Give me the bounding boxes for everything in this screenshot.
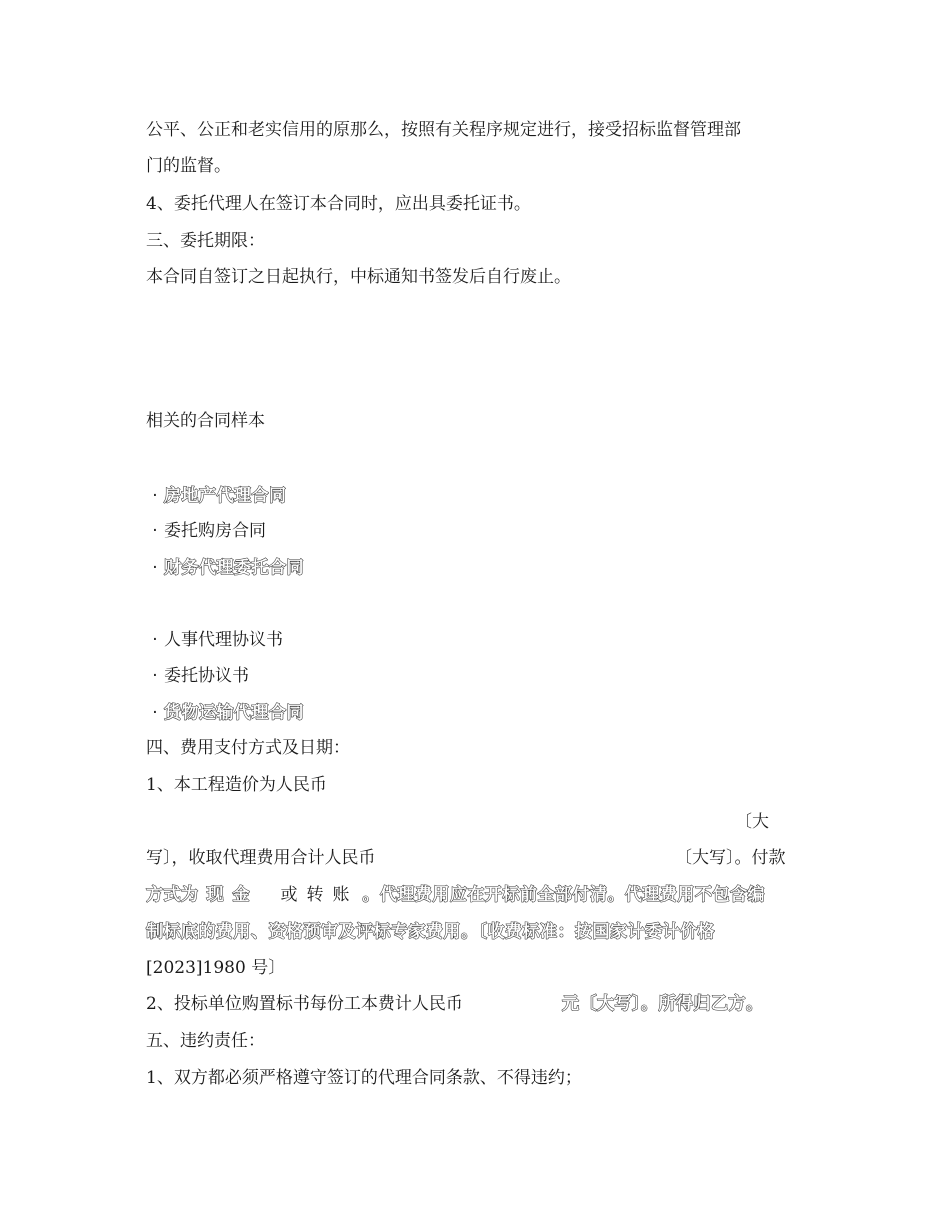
emphasized-text: 元〔大写〕。所得归乙方。 [562, 994, 764, 1014]
bullet-icon: · [152, 630, 158, 650]
bullet-icon: · [152, 703, 158, 723]
paragraph-text: 或转账 [280, 885, 359, 905]
related-heading: 相关的合同样本 [146, 411, 265, 431]
paragraph-line: 门的监督。 [146, 156, 231, 176]
related-link[interactable]: 货物运输代理合同 [164, 703, 304, 723]
section-heading: 四、费用支付方式及日期： [146, 738, 350, 758]
paragraph-line: 写〕，收取代理费用合计人民币 [146, 848, 376, 868]
bullet-icon: · [152, 521, 158, 541]
paragraph-line: 2、投标单位购置标书每份工本费计人民币 [146, 994, 463, 1014]
related-item [146, 665, 249, 687]
paragraph-line: 1、本工程造价为人民币 [146, 775, 327, 795]
paragraph-line: 4、委托代理人在签订本合同时，应出具委托证书。 [146, 194, 531, 214]
emphasized-text: 现金 [206, 885, 259, 905]
related-link[interactable]: 财务代理委托合同 [164, 558, 304, 578]
related-item [146, 629, 283, 651]
paragraph-line: 本合同自签订之日起执行，中标通知书签发后自行废止。 [146, 267, 571, 287]
related-item [146, 520, 266, 542]
related-item-label: 人事代理协议书 [164, 630, 283, 650]
bullet-icon: · [152, 558, 158, 578]
emphasized-text: 制标底的费用、资格预审及评标专家费用。〔收费标准：按国家计委计价格 [146, 922, 715, 942]
paragraph-line: 1、双方都必须严格遵守签订的代理合同条款、不得违约； [146, 1068, 582, 1088]
related-item-label: 委托协议书 [164, 666, 249, 686]
paragraph-line: 〔大写〕。付款 [675, 848, 786, 868]
related-link-item[interactable] [146, 485, 287, 507]
section-heading: 三、委托期限： [146, 231, 265, 251]
paragraph-line [146, 921, 715, 943]
related-link[interactable]: 房地产代理合同 [164, 486, 287, 506]
paragraph-line [146, 884, 765, 906]
paragraph-line: 公平、公正和老实信用的原那么，按照有关程序规定进行，接受招标监督管理部 [146, 120, 741, 140]
paragraph-line: [2023]1980 号〕 [146, 958, 286, 978]
related-link-item[interactable] [146, 557, 304, 579]
bullet-icon: · [152, 486, 158, 506]
related-item-label: 委托购房合同 [164, 521, 266, 541]
bullet-icon: · [152, 666, 158, 686]
section-heading: 五、违约责任： [146, 1031, 265, 1051]
paragraph-line: 〔大 [735, 812, 769, 832]
emphasized-text: 。代理费用应在开标前全部付清。代理费用不包含编 [362, 885, 765, 905]
related-link-item[interactable] [146, 702, 304, 724]
emphasized-text: 方式为 [146, 885, 199, 905]
paragraph-line [562, 993, 764, 1015]
